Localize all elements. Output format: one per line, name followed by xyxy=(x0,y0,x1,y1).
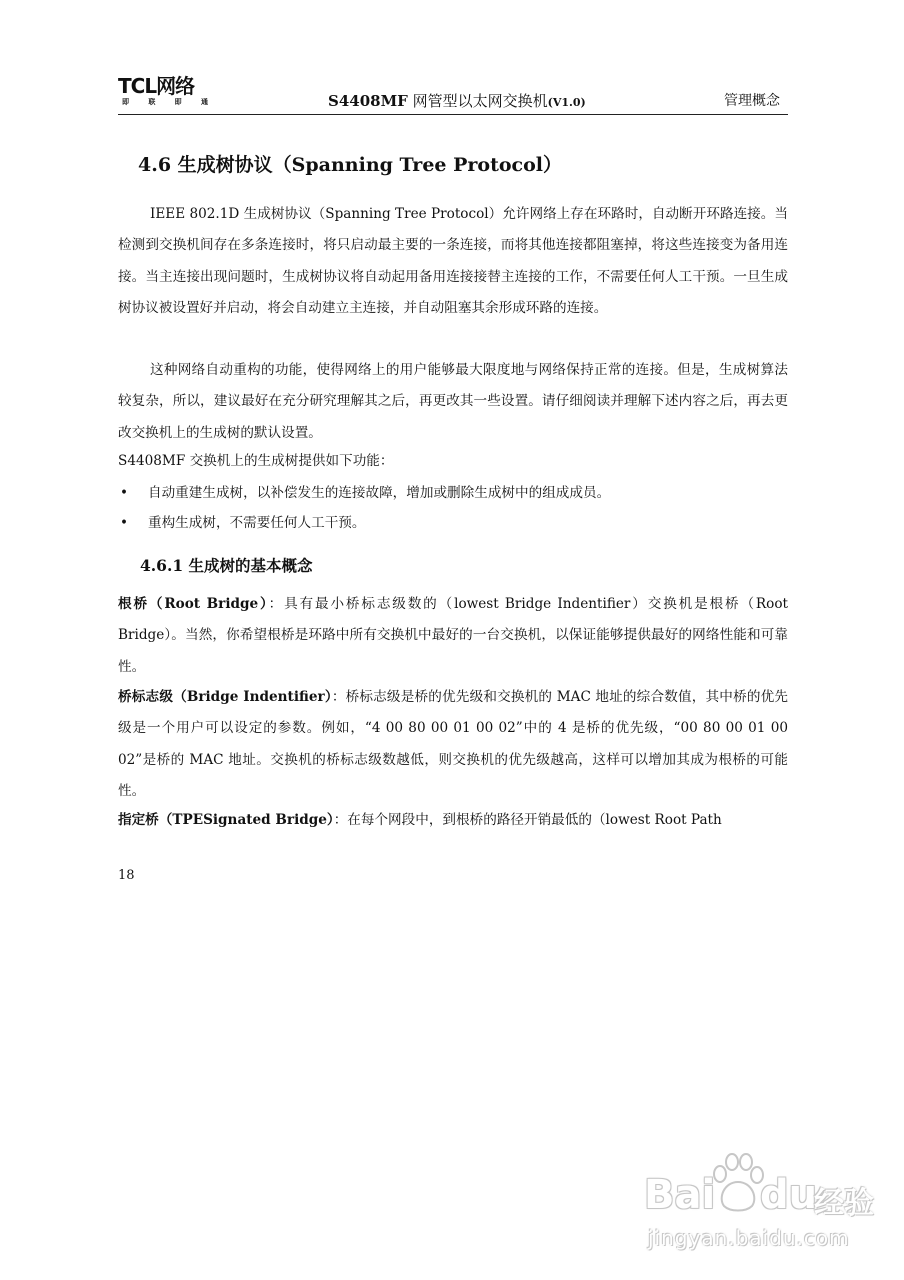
page-number: 18 xyxy=(118,868,135,883)
definition-bridge-identifier xyxy=(118,682,788,807)
definition-term: 根桥（Root Bridge） xyxy=(118,596,269,612)
definition-text: ：在每个网段中，到根桥的路径开销最低的（lowest Root Path xyxy=(333,812,722,828)
paragraph-features: S4408MF 交换机上的生成树提供如下功能： xyxy=(118,453,394,469)
definition-term: 指定桥（TPESignated Bridge） xyxy=(118,812,334,828)
baidu-watermark xyxy=(620,1148,874,1258)
logo-slogan-char: 通 xyxy=(200,98,208,106)
header-section-name: 管理概念 xyxy=(724,93,780,109)
definition-term: 桥标志级（Bridge Indentifier） xyxy=(118,689,332,705)
logo-slogan-char: 联 xyxy=(148,98,156,106)
watermark-url: jingyan.baidu.com xyxy=(648,1226,850,1250)
tcl-logo xyxy=(118,76,214,110)
bullet-text: 自动重建生成树，以补偿发生的连接故障，增加或删除生成树中的组成成员。 xyxy=(148,485,611,501)
document-title xyxy=(328,90,586,111)
subsection-heading: 4.6.1 生成树的基本概念 xyxy=(140,556,313,575)
definition-root-bridge xyxy=(118,589,788,683)
logo-slogan-char: 即 xyxy=(174,98,182,106)
paragraph-intro: IEEE 802.1D 生成树协议（Spanning Tree Protocol）允许网络上存在环路时，自动断开环路连接。当检测到交换机间存在多条连接时，将只启动最主要的一条连接，而将其他连接都阻塞掉，将这些连接变为备用连接。当主连接出现问题时，生成树协议将自动起用备用连接接替主连接的工作，不需要任何人工干预。一旦生成树协议被设置好并启动，将会自动建立主连接，并自动阻塞其余形成环路的连接。 xyxy=(118,206,788,316)
product-model: S4408MF xyxy=(328,92,408,110)
product-title: 网管型以太网交换机 xyxy=(412,92,548,110)
definition-text: ：桥标志级是桥的优先级和交换机的 MAC 地址的综合数值，其中桥的优先级是一个用户可以设定的参数。例如，“4 00 80 00 01 00 02”中的 4 是桥的优先级，“00 80 00 01 00 02”是桥的 MAC 地址。交换机的桥标志级数越低，则交换机的优先级越高，这样可以增加其成为根桥的可能性。 xyxy=(118,689,788,799)
logo-slogan-char: 即 xyxy=(122,98,129,106)
watermark-brand-a: Bai xyxy=(644,1172,716,1218)
paragraph-reconfig: 这种网络自动重构的功能，使得网络上的用户能够最大限度地与网络保持正常的连接。但是，生成树算法较复杂，所以，建议最好在充分研究理解其之后，再更改其一些设置。请仔细阅读并理解下述内容之后，再去更改交换机上的生成树的默认设置。 xyxy=(118,362,788,441)
product-version: (V1.0) xyxy=(547,96,586,109)
bullet-icon: • xyxy=(120,515,129,531)
watermark-brand-c: 经验 xyxy=(814,1186,874,1221)
paw-icon xyxy=(708,1152,764,1214)
definition-designated-bridge xyxy=(118,805,788,836)
page-header xyxy=(118,72,788,115)
watermark-brand-b: du xyxy=(760,1172,818,1218)
bullet-text: 重构生成树，不需要任何人工干预。 xyxy=(148,515,366,531)
logo-slogan xyxy=(122,98,208,107)
logo-text: TCL网络 xyxy=(118,74,195,98)
bullet-icon: • xyxy=(120,485,129,501)
section-heading: 4.6 生成树协议（Spanning Tree Protocol） xyxy=(138,154,562,176)
definition-text: ：具有最小桥标志级数的（lowest Bridge Indentifier）交换机是根桥（Root Bridge）。当然，你希望根桥是环路中所有交换机中最好的一台交换机，以保证能够提供最好的网络性能和可靠性。 xyxy=(118,596,788,675)
